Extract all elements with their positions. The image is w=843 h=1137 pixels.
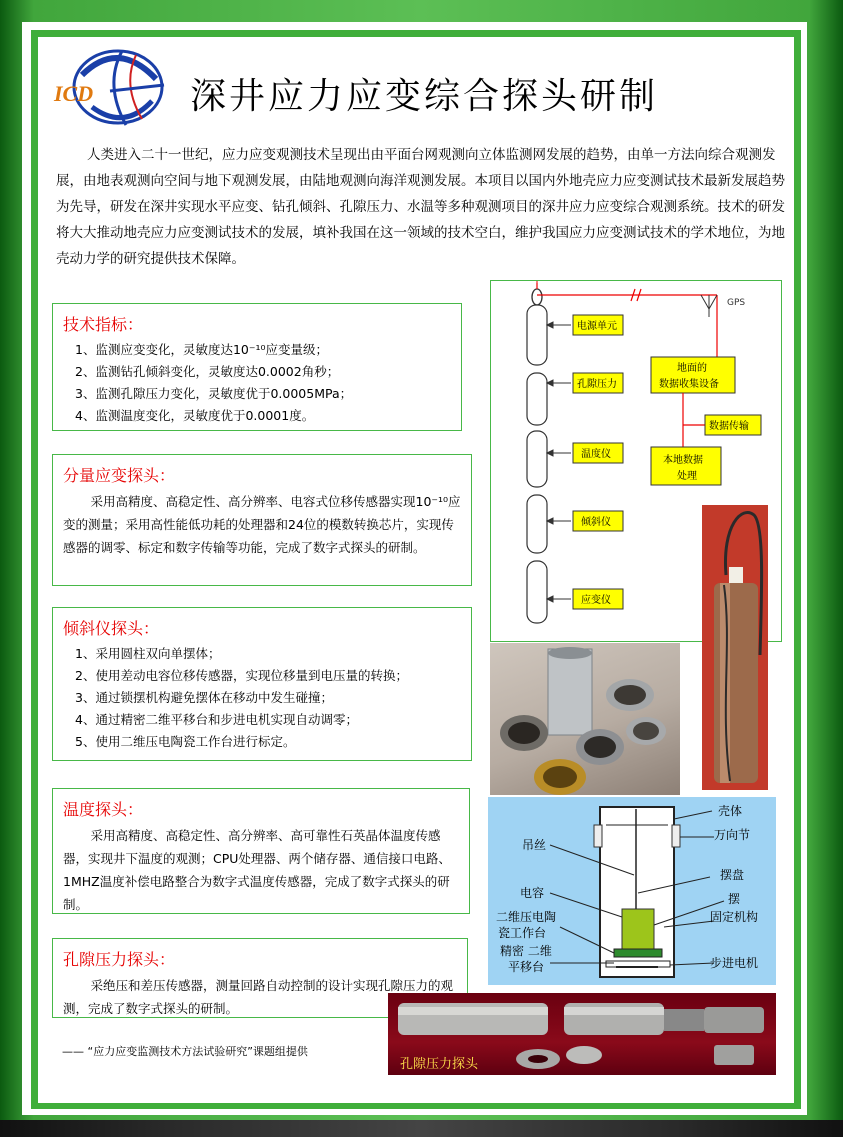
module-label: 孔隙压力 (577, 379, 617, 390)
credit-line: —— “应力应变监测技术方法试验研究”课题组提供 (62, 1045, 308, 1058)
mech-label: 精密 二维 (500, 944, 552, 958)
module-label: 倾斜仪 (581, 517, 611, 528)
list-item: 4、监测温度变化，灵敏度优于0.0001度。 (75, 408, 315, 423)
section-heading: 分量应变探头： (63, 466, 176, 485)
mech-label: 万向节 (714, 828, 751, 842)
mech-label: 固定机构 (710, 910, 759, 924)
section-tilt-probe (52, 607, 472, 761)
probe-photo (702, 505, 768, 790)
mech-label: 二维压电陶 (496, 910, 557, 924)
bottom-bar (0, 1120, 843, 1137)
gps-label: GPS (727, 298, 746, 308)
icd-logo (52, 45, 172, 130)
logo-text: ICD (54, 81, 94, 106)
list-item: 3、通过锁摆机构避免摆体在移动中发生碰撞； (75, 690, 333, 705)
transfer-label: 数据传输 (709, 421, 749, 432)
mech-label: 平移台 (508, 960, 545, 974)
mech-label: 壳体 (718, 804, 743, 818)
section-text: 采用高精度、高稳定性、高分辨率、电容式位移传感器实现10⁻¹⁰应变的测量；采用高性能低功耗的处理器和24位的模数转换芯片，实现传感器的调零、标定和数字传输等功能，完成了数字式探头的研制。 (63, 494, 461, 555)
list-item: 4、通过精密二维平移台和步进电机实现自动调零； (75, 712, 358, 727)
ground-device-line1: 地面的 (677, 363, 707, 374)
list-item: 5、使用二维压电陶瓷工作台进行标定。 (75, 734, 296, 749)
mech-label: 摆盘 (720, 868, 745, 882)
list-item: 2、使用差动电容位移传感器，实现位移量到电压量的转换； (75, 668, 408, 683)
photo-caption: 孔隙压力探头 (400, 1057, 479, 1072)
ground-device-line2: 数据收集设备 (659, 379, 719, 390)
page-title: 深井应力应变综合探头研制 (190, 76, 659, 117)
module-label: 电源单元 (577, 321, 617, 332)
module-label: 温度仪 (581, 449, 611, 460)
list-item: 1、监测应变变化，灵敏度达10⁻¹⁰应变量级； (75, 342, 328, 357)
section-heading: 温度探头： (63, 800, 144, 819)
section-heading: 倾斜仪探头： (63, 619, 160, 638)
intro-paragraph: 人类进入二十一世纪，应力应变观测技术呈现出由平面台网观测向立体监测网发展的趋势，由单一方法向综合观测发展，由地表观测向空间与地下观测发展，由陆地观测向海洋观测发展。本项目以国内外地壳应力应变测试技术最新发展趋势为先导，研发在深井实现水平应变、钻孔倾斜、孔隙压力、水温等多种观测项目的深井应力应变综合观测系统。技术的研发将大大推动地壳应力应变测试技术的发展，填补我国在这一领域的技术空白，维护我国应力应变测试技术的学术地位，为地壳动力学的研究提供技术保障。 (56, 147, 785, 267)
list-item: 3、监测孔隙压力变化，灵敏度优于0.0005MPa； (75, 386, 353, 401)
tilt-parts-photo (490, 643, 680, 795)
mech-label: 摆 (728, 892, 741, 906)
pore-pressure-probe-photo (388, 993, 776, 1075)
module-label: 应变仪 (581, 595, 611, 606)
list-item: 1、采用圆柱双向单摆体； (75, 646, 221, 661)
tilt-mechanism-diagram (488, 797, 776, 985)
section-temperature-probe (52, 788, 470, 914)
list-item: 2、监测钻孔倾斜变化，灵敏度达0.0002角秒； (75, 364, 340, 379)
section-text: 采用高精度、高稳定性、高分辨率、高可靠性石英晶体温度传感器，实现井下温度的观测；CPU处理器、两个储存器、通信接口电路、1MHZ温度补偿电路整合为数字式温度传感器，完成了数字式探头的研制。 (63, 828, 451, 912)
mech-label: 电容 (520, 886, 545, 900)
section-strain-probe (52, 454, 472, 586)
local-line1: 本地数据 (663, 455, 703, 466)
mech-label: 步进电机 (710, 956, 759, 970)
mech-label: 吊丝 (522, 838, 547, 852)
section-text: 采绝压和差压传感器，测量回路自动控制的设计实现孔隙压力的观测，完成了数字式探头的研制。 (63, 978, 454, 1016)
mech-label: 瓷工作台 (498, 926, 547, 940)
section-heading: 技术指标： (63, 315, 144, 334)
section-tech-specs (52, 303, 462, 431)
local-line2: 处理 (677, 471, 697, 482)
section-heading: 孔隙压力探头： (63, 950, 176, 969)
